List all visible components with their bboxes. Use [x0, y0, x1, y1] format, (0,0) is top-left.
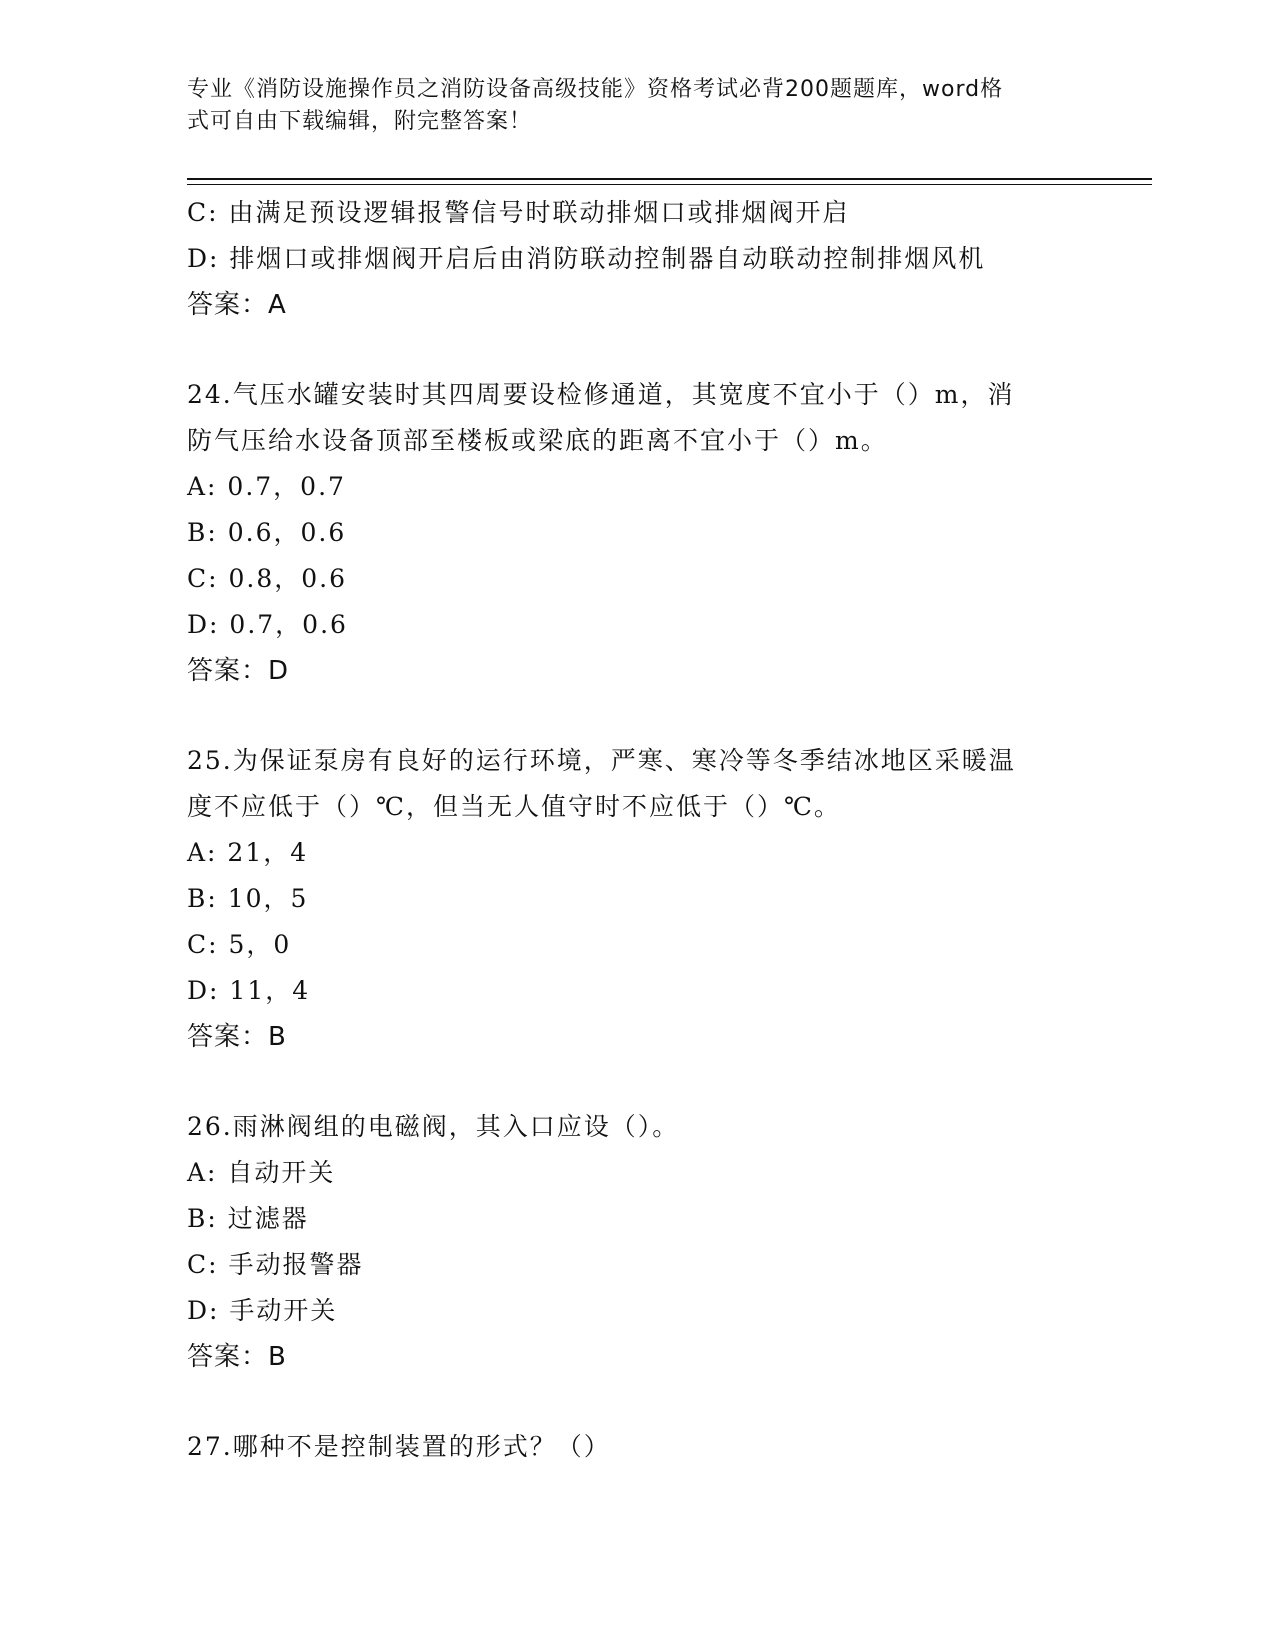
question-text: 25.为保证泵房有良好的运行环境，严寒、寒冷等冬季结冰地区采暖温	[187, 746, 1016, 775]
question-27-block	[187, 1424, 1087, 1470]
question-24-block	[187, 372, 1087, 694]
header-line-2: 式可自由下载编辑，附完整答案！	[187, 109, 533, 134]
question-26-block	[187, 1104, 1087, 1380]
option-d: D: 0.7，0.6	[187, 610, 348, 639]
question-text: 26.雨淋阀组的电磁阀，其入口应设（）。	[187, 1112, 680, 1141]
question-text: 27.哪种不是控制装置的形式？（）	[187, 1432, 611, 1461]
option-a: A: 21，4	[187, 838, 309, 867]
option-c: C: 由满足预设逻辑报警信号时联动排烟口或排烟阀开启	[187, 198, 850, 227]
question-list	[187, 190, 1087, 1470]
option-b: B: 10，5	[187, 884, 309, 913]
option-b: B: 0.6，0.6	[187, 518, 347, 547]
question-text: 度不应低于（）℃，但当无人值守时不应低于（）℃。	[187, 792, 841, 821]
header-divider-thick	[187, 178, 1152, 180]
option-c: C: 5，0	[187, 930, 292, 959]
answer-label: 答案：B	[187, 1342, 287, 1372]
option-c: C: 0.8，0.6	[187, 564, 348, 593]
option-d: D: 排烟口或排烟阀开启后由消防联动控制器自动联动控制排烟风机	[187, 244, 986, 273]
header-divider-thin	[187, 184, 1152, 185]
option-a: A: 自动开关	[187, 1158, 336, 1187]
question-text: 防气压给水设备顶部至楼板或梁底的距离不宜小于（）m。	[187, 426, 888, 455]
document-header	[187, 74, 1067, 138]
answer-label: 答案：B	[187, 1022, 287, 1052]
question-23-block	[187, 190, 1087, 328]
option-a: A: 0.7，0.7	[187, 472, 346, 501]
question-25-block	[187, 738, 1087, 1060]
answer-label: 答案：A	[187, 290, 287, 320]
answer-label: 答案：D	[187, 656, 290, 686]
option-c: C: 手动报警器	[187, 1250, 364, 1279]
question-text: 24.气压水罐安装时其四周要设检修通道，其宽度不宜小于（）m，消	[187, 380, 1015, 409]
option-d: D: 11，4	[187, 976, 311, 1005]
option-b: B: 过滤器	[187, 1204, 309, 1233]
header-line-1: 专业《消防设施操作员之消防设备高级技能》资格考试必背200题题库，word格	[187, 77, 1004, 102]
option-d: D: 手动开关	[187, 1296, 338, 1325]
